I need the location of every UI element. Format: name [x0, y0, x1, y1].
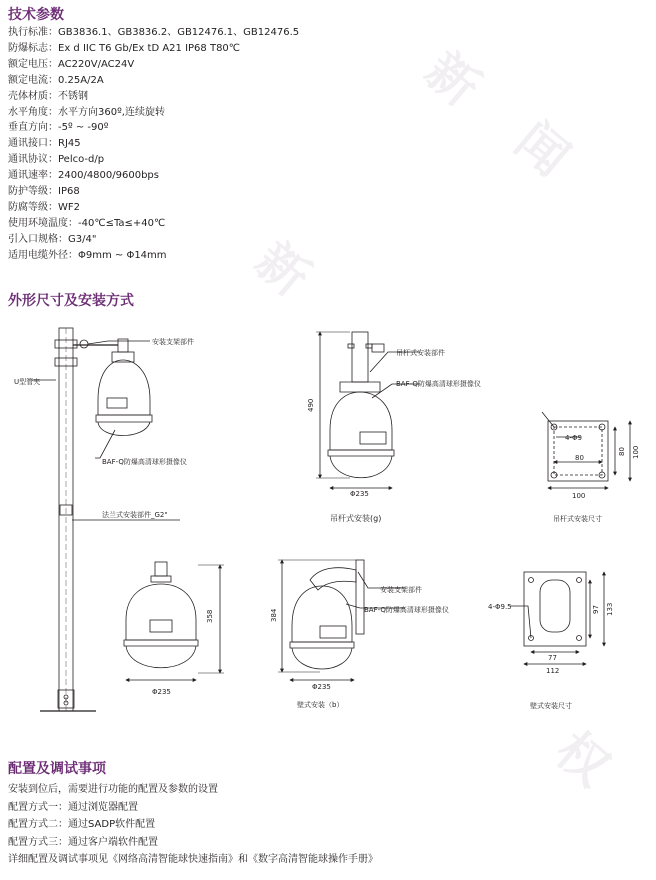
- pendant-bracket-label: 吊杆式安装部件: [396, 349, 445, 357]
- wall-holes-label: 4-Φ9.5: [488, 603, 512, 611]
- config-line: 详细配置及调试事项见《网络高清智能球快速指南》和《数字高清智能球操作手册》: [8, 854, 378, 866]
- spec-key: 额定电流：: [8, 74, 58, 86]
- wall-inner-h-label: 97: [592, 605, 600, 614]
- spec-key: 水平角度：: [8, 106, 58, 118]
- wall-mount-drawing: [278, 560, 405, 680]
- spec-value: GB3836.1、GB3836.2、GB12476.1、GB12476.5: [58, 27, 300, 38]
- dimensions-heading: 外形尺寸及安装方式: [8, 293, 134, 309]
- spec-value: AC220V/AC24V: [58, 58, 135, 70]
- spec-value: 不锈钢: [58, 90, 88, 102]
- watermark: 新: [244, 230, 321, 308]
- spec-value: Pelco-d/p: [58, 154, 105, 166]
- pendant-diameter-label: Φ235: [350, 490, 369, 498]
- spec-value: 水平方向360º,连续旋转: [58, 106, 165, 118]
- config-line: 配置方式一：通过浏览器配置: [8, 801, 138, 813]
- spec-value: IP68: [58, 186, 80, 198]
- tech-params-heading: 技术参数: [8, 7, 64, 23]
- config-line: 配置方式二：通过SADP软件配置: [8, 819, 156, 831]
- wall-height-label: 384: [270, 608, 278, 622]
- spec-key: 引入口规格：: [8, 233, 68, 245]
- wall-outer-w-label: 112: [546, 667, 560, 675]
- pendant-camera-label: BAF-Q防爆高清球形摄像仪: [396, 380, 481, 388]
- pole-bracket-label: 安装支架部件: [152, 338, 194, 346]
- spec-key: 通讯接口：: [8, 138, 58, 150]
- spec-key: 防护等级：: [8, 186, 58, 198]
- wall-caption: 壁式安装（b）: [297, 701, 344, 709]
- wall-inner-w-label: 77: [548, 654, 557, 662]
- config-line: 配置方式三：通过客户端软件配置: [8, 836, 158, 848]
- spec-value: Ex d IIC T6 Gb/Ex tD A21 IP68 T80℃: [58, 42, 241, 54]
- pole-diameter-label: Φ235: [152, 688, 171, 696]
- config-list: [8, 781, 378, 869]
- config-heading: 配置及调试事项: [8, 761, 106, 777]
- u-clamp-label: U型管夹: [14, 378, 41, 386]
- spec-value: RJ45: [58, 138, 81, 150]
- pole-height-label: 358: [206, 609, 214, 623]
- spec-key: 执行标准：: [8, 27, 58, 38]
- pendant-caption: 吊杆式安装(g): [330, 514, 382, 523]
- pendant-plate-drawing: [542, 412, 630, 488]
- watermark: 新: [414, 40, 491, 118]
- pole-mount-drawing: [28, 328, 224, 711]
- spec-key: 垂直方向：: [8, 122, 58, 134]
- spec-value: G3/4": [68, 233, 97, 245]
- spec-value: -40℃≤Ta≤+40℃: [78, 217, 166, 229]
- config-line: 安装到位后，需要进行功能的配置及参数的设置: [8, 784, 218, 795]
- spec-key: 防腐等级：: [8, 201, 58, 213]
- spec-key: 防爆标志：: [8, 42, 58, 54]
- spec-value: 0.25A/2A: [58, 74, 104, 86]
- wall-camera-label: BAF-Q防爆高清球形摄像仪: [364, 606, 449, 614]
- spec-value: 2400/4800/9600bps: [58, 170, 159, 182]
- spec-key: 通讯协议：: [8, 154, 58, 166]
- pendant-height-label: 490: [307, 398, 315, 412]
- spec-value: -5º ~ -90º: [58, 122, 109, 134]
- pendant-inner-h-label: 80: [618, 447, 626, 456]
- spec-key: 适用电缆外径：: [8, 249, 78, 261]
- flange-label: 法兰式安装部件_G2": [102, 511, 168, 519]
- wall-diameter-label: Φ235: [312, 683, 331, 691]
- spec-value: Φ9mm ~ Φ14mm: [78, 249, 167, 261]
- pole-camera-label: BAF-Q防爆高清球形摄像仪: [102, 458, 187, 466]
- watermark: 权: [544, 720, 621, 798]
- wall-outer-h-label: 133: [606, 602, 614, 616]
- pendant-outer-w-label: 100: [572, 492, 586, 500]
- pendant-holes-label: 4-Φ9: [565, 434, 582, 442]
- watermark: 闻: [504, 110, 581, 188]
- wall-plate-drawing: [510, 572, 604, 664]
- wall-plate-caption: 壁式安装尺寸: [530, 702, 572, 710]
- spec-key: 使用环境温度：: [8, 217, 78, 229]
- pendant-outer-h-label: 100: [632, 445, 640, 459]
- pendant-plate-caption: 吊杆式安装尺寸: [553, 515, 602, 523]
- spec-value: WF2: [58, 201, 81, 213]
- spec-key: 壳体材质：: [8, 90, 58, 102]
- pendant-inner-w-label: 80: [575, 454, 584, 462]
- spec-key: 通讯速率：: [8, 170, 58, 182]
- spec-key: 额定电压：: [8, 58, 58, 70]
- wall-bracket-label: 安装支架部件: [380, 586, 422, 594]
